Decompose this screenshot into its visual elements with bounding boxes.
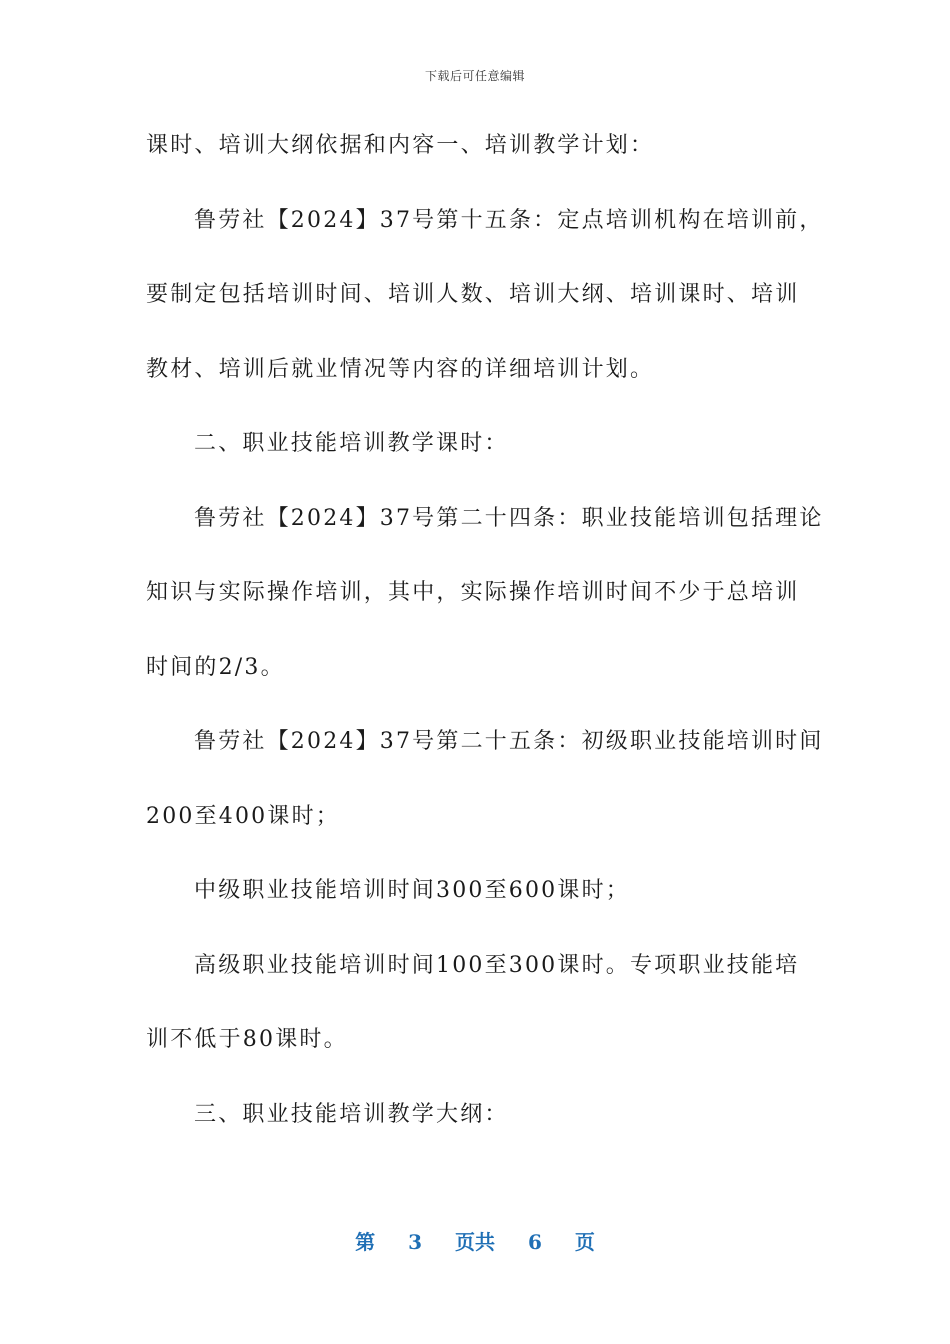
footer-prefix: 第 (355, 1230, 376, 1254)
section-heading: 二、职业技能培训教学课时： (194, 431, 509, 456)
paragraph-line: 训不低于80课时。 (146, 1027, 348, 1052)
paragraph-line: 要制定包括培训时间、培训人数、培训大纲、培训课时、培训 (146, 282, 800, 307)
page-header: 下载后可任意编辑 (424, 69, 525, 83)
paragraph-line: 鲁劳社【2024】37号第十五条：定点培训机构在培训前， (194, 207, 824, 233)
footer-middle: 页共 (455, 1230, 495, 1254)
paragraph-line: 中级职业技能培训时间300至600课时； (194, 878, 630, 903)
paragraph-line: 鲁劳社【2024】37号第二十五条：初级职业技能培训时间 (194, 729, 824, 754)
document-body (146, 122, 824, 1165)
page-footer (0, 1226, 950, 1255)
paragraph-line: 课时、培训大纲依据和内容一、培训教学计划： (146, 133, 655, 158)
footer-suffix: 页 (574, 1230, 595, 1254)
current-page-number: 3 (408, 1230, 423, 1254)
paragraph-line: 高级职业技能培训时间100至300课时。专项职业技能培 (194, 952, 800, 978)
paragraph-line: 时间的2/3。 (146, 654, 285, 680)
paragraph-line: 鲁劳社【2024】37号第二十四条：职业技能培训包括理论 (194, 505, 824, 531)
paragraph-line: 知识与实际操作培训，其中，实际操作培训时间不少于总培训 (146, 580, 800, 605)
section-heading: 三、职业技能培训教学大纲： (194, 1101, 509, 1127)
total-page-number: 6 (527, 1230, 542, 1254)
paragraph-line: 200至400课时； (146, 803, 340, 829)
paragraph-line: 教材、培训后就业情况等内容的详细培训计划。 (146, 356, 655, 382)
